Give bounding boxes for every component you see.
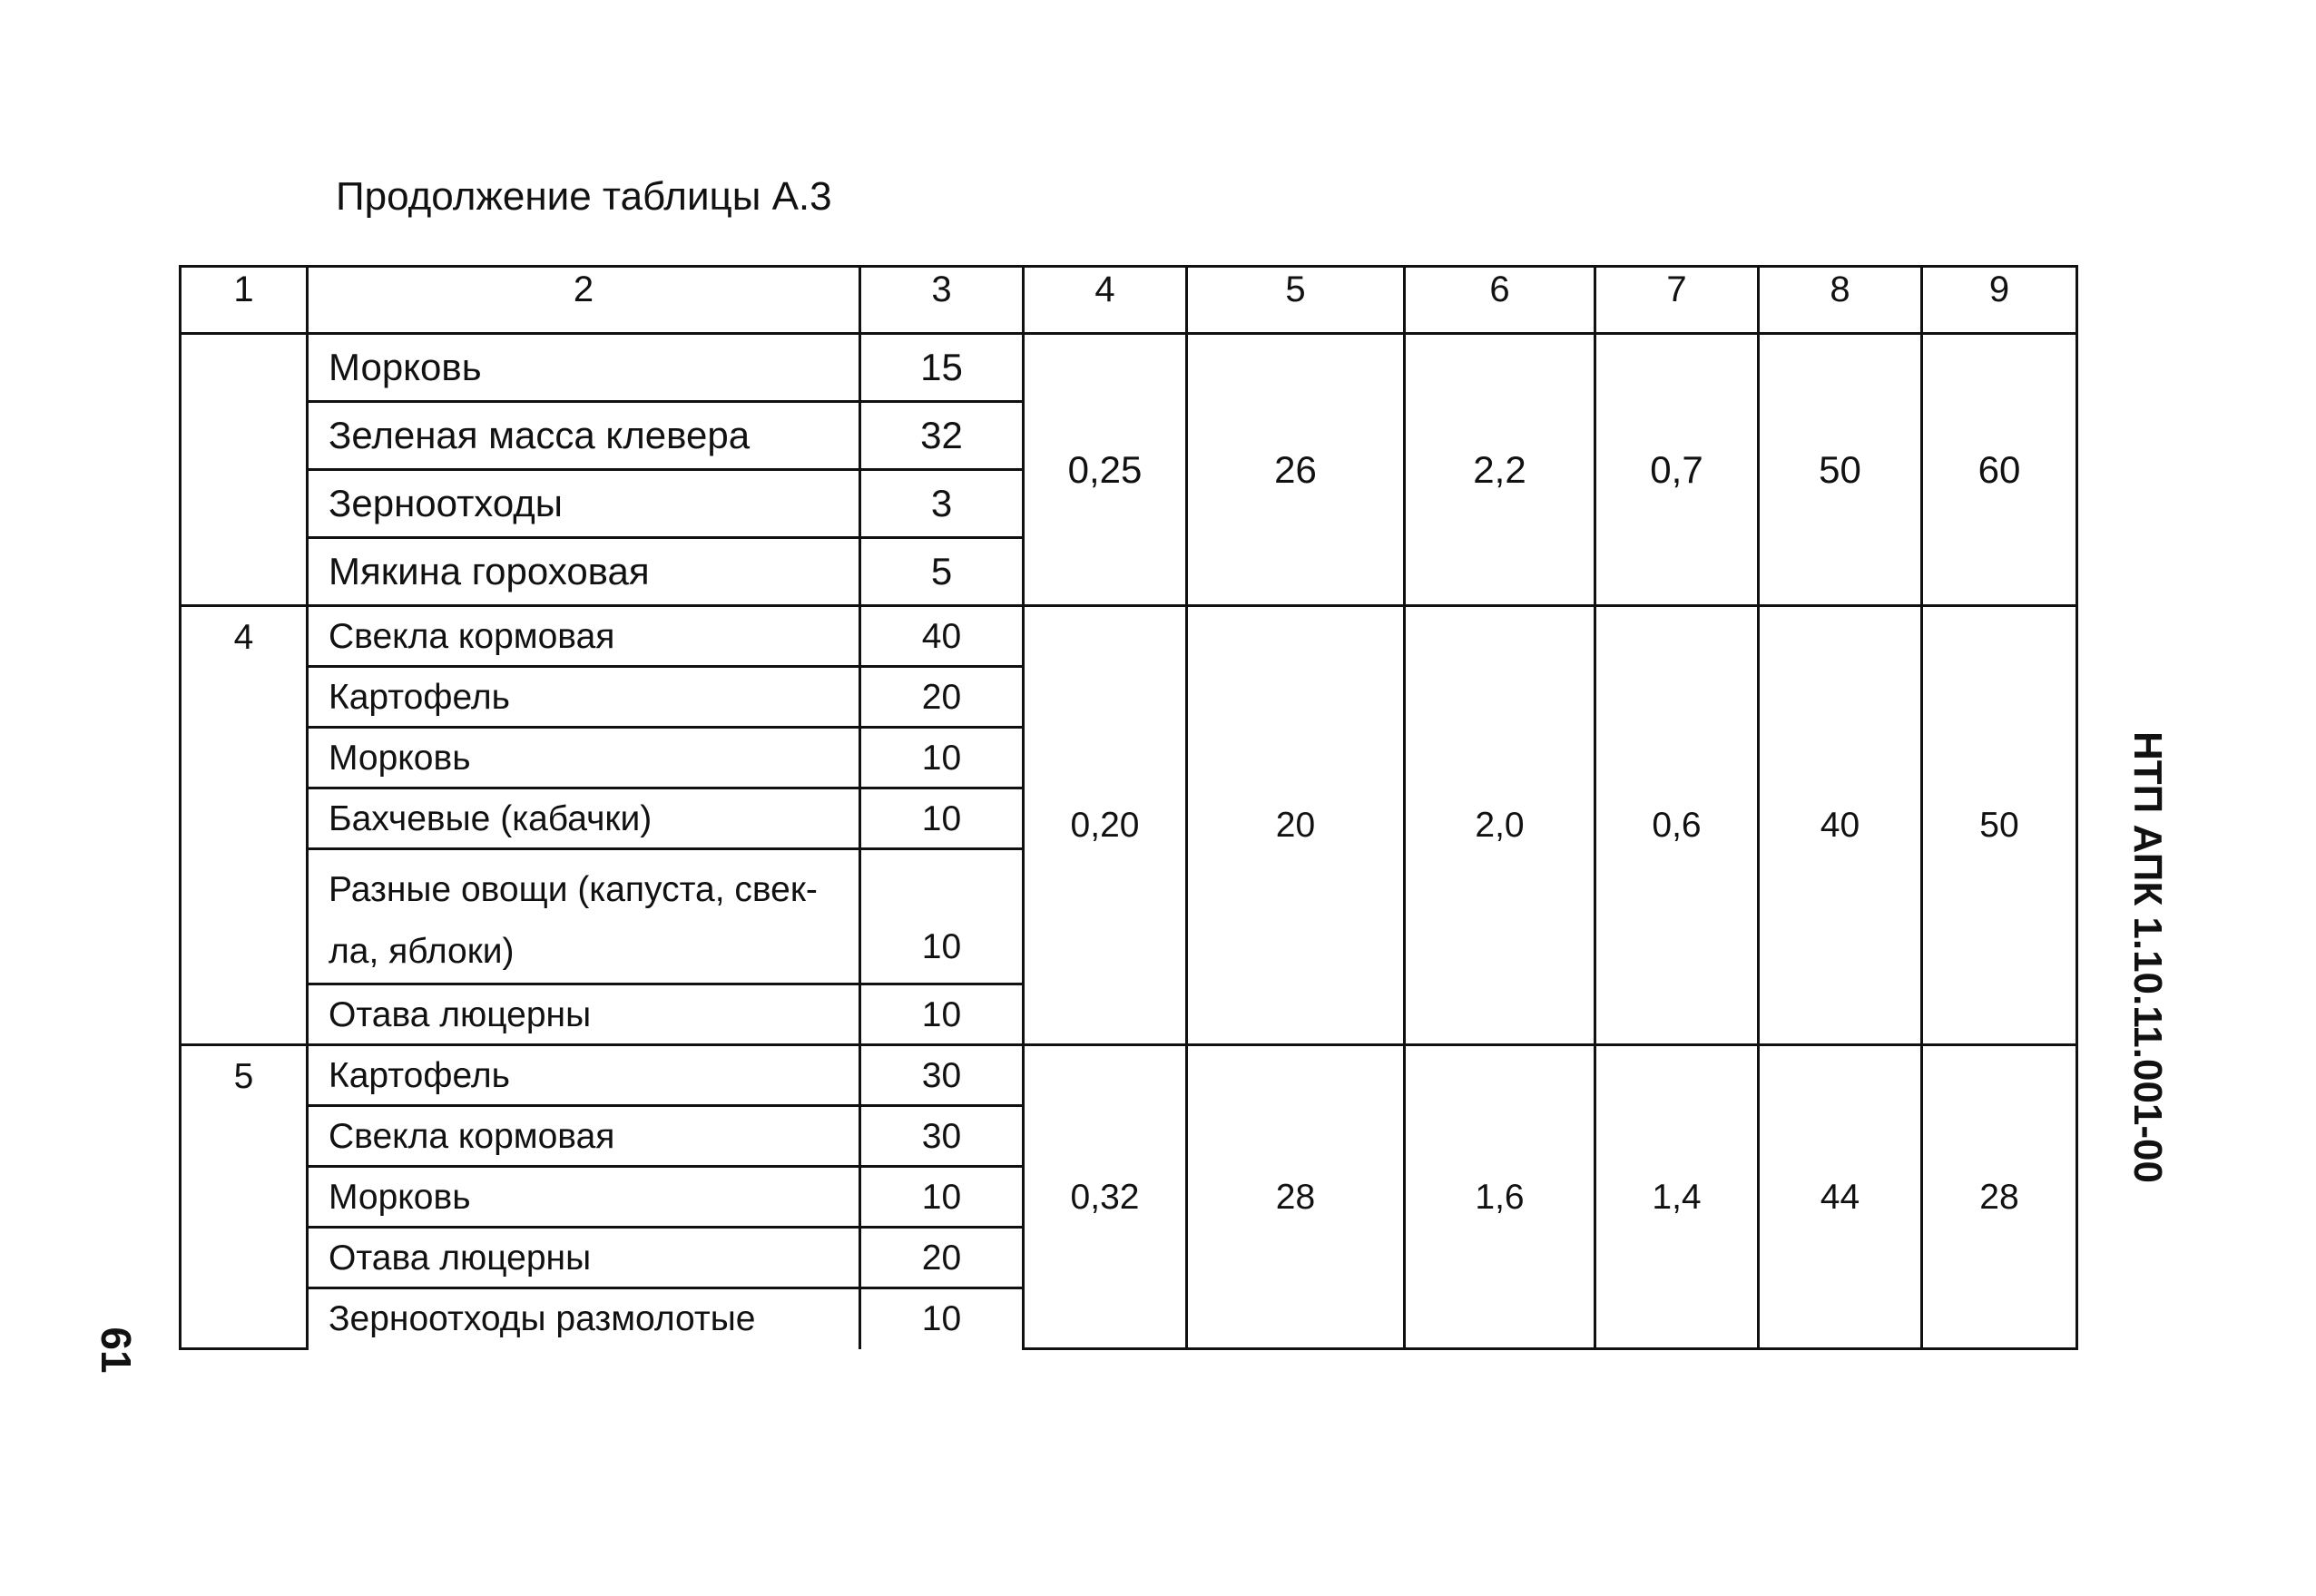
ration-value-col7: 1,4 bbox=[1595, 1045, 1759, 1349]
table-row bbox=[181, 1045, 2077, 1106]
ration-value-col4: 0,20 bbox=[1024, 606, 1187, 1045]
feed-quantity: 3 bbox=[860, 470, 1024, 538]
feed-name: Морковь bbox=[308, 334, 860, 402]
column-header: 4 bbox=[1024, 267, 1187, 334]
ration-value-col7: 0,7 bbox=[1595, 334, 1759, 606]
page-number-text: 61 bbox=[93, 1327, 140, 1374]
document-code-text: НТП АПК 1.10.11.001-00 bbox=[2125, 730, 2170, 1184]
ration-value-col8: 50 bbox=[1759, 334, 1922, 606]
ration-value-col4: 0,32 bbox=[1024, 1045, 1187, 1349]
feed-name: Свекла кормовая bbox=[308, 1106, 860, 1167]
ration-value-col5: 28 bbox=[1187, 1045, 1405, 1349]
feed-quantity: 10 bbox=[860, 849, 1024, 984]
column-header: 7 bbox=[1595, 267, 1759, 334]
feed-name: Картофель bbox=[308, 667, 860, 728]
feed-quantity: 15 bbox=[860, 334, 1024, 402]
feed-name bbox=[308, 849, 860, 984]
feed-name: Зерноотходы bbox=[308, 470, 860, 538]
column-header: 1 bbox=[181, 267, 308, 334]
feed-quantity: 32 bbox=[860, 402, 1024, 470]
ration-value-col9: 28 bbox=[1922, 1045, 2077, 1349]
ration-value-col6: 2,0 bbox=[1405, 606, 1595, 1045]
feed-quantity: 20 bbox=[860, 1228, 1024, 1288]
feed-name: Морковь bbox=[308, 728, 860, 788]
column-header: 3 bbox=[860, 267, 1024, 334]
ration-value-col9: 50 bbox=[1922, 606, 2077, 1045]
ration-value-col5: 20 bbox=[1187, 606, 1405, 1045]
table-row bbox=[181, 334, 2077, 402]
feed-name: Зеленая масса клевера bbox=[308, 402, 860, 470]
column-header: 6 bbox=[1405, 267, 1595, 334]
feed-quantity: 10 bbox=[860, 1288, 1024, 1349]
ration-value-col8: 44 bbox=[1759, 1045, 1922, 1349]
ration-number: 4 bbox=[181, 606, 308, 1045]
ration-value-col8: 40 bbox=[1759, 606, 1922, 1045]
feed-name: Отава люцерны bbox=[308, 1228, 860, 1288]
feed-name: Свекла кормовая bbox=[308, 606, 860, 667]
table-row bbox=[181, 606, 2077, 667]
table-header-row bbox=[181, 267, 2077, 334]
feed-name: Бахчевые (кабачки) bbox=[308, 788, 860, 849]
feed-quantity: 30 bbox=[860, 1045, 1024, 1106]
table-caption: Продолжение таблицы А.3 bbox=[336, 174, 832, 219]
column-header: 5 bbox=[1187, 267, 1405, 334]
column-header: 8 bbox=[1759, 267, 1922, 334]
ration-value-col7: 0,6 bbox=[1595, 606, 1759, 1045]
ration-value-col9: 60 bbox=[1922, 334, 2077, 606]
feed-quantity: 10 bbox=[860, 788, 1024, 849]
feed-name: Отава люцерны bbox=[308, 984, 860, 1045]
column-header: 9 bbox=[1922, 267, 2077, 334]
ration-number: 5 bbox=[181, 1045, 308, 1349]
feed-quantity: 10 bbox=[860, 1167, 1024, 1228]
feed-quantity: 40 bbox=[860, 606, 1024, 667]
feed-quantity: 5 bbox=[860, 538, 1024, 606]
feed-quantity: 30 bbox=[860, 1106, 1024, 1167]
column-header: 2 bbox=[308, 267, 860, 334]
ration-value-col5: 26 bbox=[1187, 334, 1405, 606]
feed-name: Зерноотходы размолотые bbox=[308, 1288, 860, 1349]
feed-ration-table bbox=[179, 265, 2078, 1350]
feed-name: Мякина гороховая bbox=[308, 538, 860, 606]
feed-name-line-1: Разные овощи (капуста, свек- bbox=[329, 870, 818, 909]
ration-value-col6: 2,2 bbox=[1405, 334, 1595, 606]
feed-name-line-2: ла, яблоки) bbox=[329, 932, 515, 971]
ration-value-col4: 0,25 bbox=[1024, 334, 1187, 606]
feed-quantity: 10 bbox=[860, 728, 1024, 788]
feed-name: Морковь bbox=[308, 1167, 860, 1228]
feed-quantity: 20 bbox=[860, 667, 1024, 728]
feed-quantity: 10 bbox=[860, 984, 1024, 1045]
ration-value-col6: 1,6 bbox=[1405, 1045, 1595, 1349]
feed-name: Картофель bbox=[308, 1045, 860, 1106]
ration-number bbox=[181, 334, 308, 606]
